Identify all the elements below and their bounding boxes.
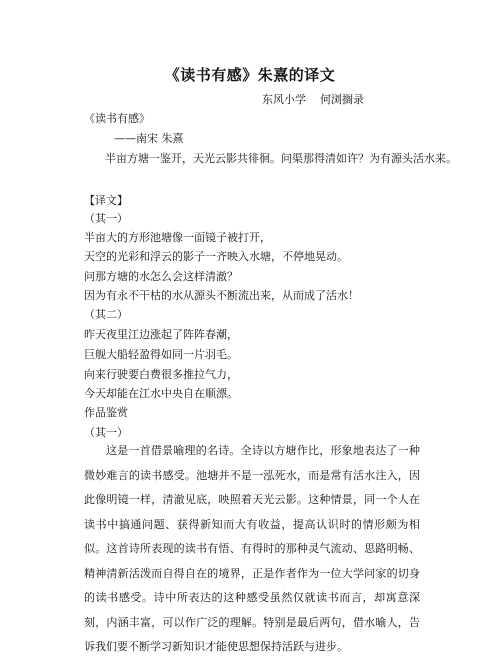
translation-part2-label: （其二）: [84, 308, 128, 321]
appreciation-heading: 作品鉴赏: [84, 406, 128, 419]
translation-line: 问那方塘的水怎么会这样清澈？: [84, 270, 238, 283]
translation-line: 因为有永不干枯的水从源头不断流出来，从而成了活水！: [84, 289, 359, 302]
translation-line: 今天却能在江水中央自在顺漂。: [84, 387, 238, 400]
author-byline: 东风小学 何浏搁录: [262, 93, 364, 106]
translation-line: 向来行驶要白费很多推拉气力，: [84, 368, 238, 381]
appreciation-part1-label: （其一）: [84, 426, 128, 439]
poem-author: ——南宋 朱熹: [114, 132, 184, 145]
document-title: 《读书有感》朱熹的译文: [164, 66, 336, 84]
translation-line: 半亩大的方形池塘像一面镜子被打开，: [84, 231, 271, 244]
poem-text: 半亩方塘一鉴开，天光云影共徘徊。问渠那得清如许？为有源头活水来。: [105, 152, 457, 165]
translation-part1-label: （其一）: [84, 212, 128, 225]
translation-heading: 【译文】: [84, 194, 128, 207]
appreciation-paragraph: 这是一首借景喻理的名诗。全诗以方塘作比，形象地表达了一种微妙难言的读书感受。池塘并不是一泓死水，而是常有活水注入，因此像明镜一样，清澈见底，映照着天光云影。这种情景，同一个人在读书中搞通问题、获得新知而大有收益，提高认识时的情形颇为相似。这首诗所表现的读书有悟、有得时的那种灵气流动、思路明畅、精神清新活泼而自得自在的境界，正是作者作为一位大学问家的切身的读书感受。诗中所表达的这种感受虽然仅就读书而言，却寓意深刻，内涵丰富，可以作广泛的理解。特别是最后两句，借水喻人，告诉我们要不断学习新知识才能使思想保持活跃与进步。: [84, 444, 420, 653]
translation-line: 天空的光彩和浮云的影子一齐映入水塘，不停地晃动。: [84, 250, 348, 263]
poem-name: 《读书有感》: [84, 112, 150, 125]
translation-line: 巨舰大船轻盈得如同一片羽毛。: [84, 348, 238, 361]
translation-line: 昨天夜里江边涨起了阵阵春潮，: [84, 328, 238, 341]
